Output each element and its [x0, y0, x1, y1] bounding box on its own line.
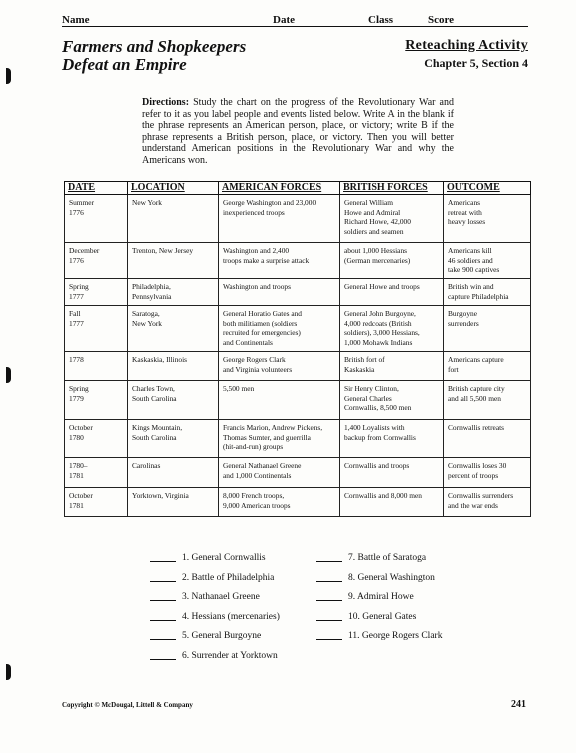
- table-cell: Washington and troops: [219, 279, 340, 306]
- answer-blank[interactable]: [316, 631, 342, 640]
- answer-blank[interactable]: [316, 592, 342, 601]
- title-line-1: Farmers and Shopkeepers: [62, 37, 247, 56]
- table-cell: Charles Town, South Carolina: [128, 381, 219, 420]
- answer-blank[interactable]: [150, 631, 176, 640]
- answer-label: 1. General Cornwallis: [182, 553, 266, 563]
- answer-item: [150, 553, 280, 573]
- table-cell: 5,500 men: [219, 381, 340, 420]
- table-cell: Kings Mountain, South Carolina: [128, 420, 219, 458]
- copyright: Copyright © McDougal, Littell & Company: [62, 701, 193, 709]
- answer-label: 6. Surrender at Yorktown: [182, 650, 278, 661]
- column-header: OUTCOME: [444, 182, 531, 195]
- table-cell: December 1776: [65, 243, 128, 279]
- table-cell: Cornwallis and 8,000 men: [340, 488, 444, 517]
- title-line-2: Defeat an Empire: [62, 55, 187, 74]
- answer-item: [316, 612, 442, 632]
- table-cell: Francis Marion, Andrew Pickens, Thomas Sumter, and guerrilla (hit-and-run) groups: [219, 420, 340, 458]
- table-cell: British fort of Kaskaskia: [340, 352, 444, 381]
- table-row: [65, 279, 531, 306]
- table-cell: Spring 1777: [65, 279, 128, 306]
- table-cell: Fall 1777: [65, 306, 128, 352]
- table-row: [65, 243, 531, 279]
- table-cell: Cornwallis retreats: [444, 420, 531, 458]
- table-cell: General John Burgoyne, 4,000 redcoats (British soldiers), 3,000 Hessians, 1,000 Mohawk Indians: [340, 306, 444, 352]
- table-cell: Americans kill 46 soldiers and take 900 captives: [444, 243, 531, 279]
- table-cell: General Nathanael Greene and 1,000 Continentals: [219, 458, 340, 488]
- answer-blank[interactable]: [150, 592, 176, 601]
- table-cell: Cornwallis loses 30 percent of troops: [444, 458, 531, 488]
- table-cell: 1778: [65, 352, 128, 381]
- answer-item: [150, 612, 280, 632]
- table-cell: Americans capture fort: [444, 352, 531, 381]
- table-cell: Yorktown, Virginia: [128, 488, 219, 517]
- answer-blank[interactable]: [150, 553, 176, 562]
- table-row: [65, 488, 531, 517]
- table-cell: Philadelphia, Pennsylvania: [128, 279, 219, 306]
- column-header: LOCATION: [128, 182, 219, 195]
- directions-text: Study the chart on the progress of the Revolutionary War and refer to it as you label people and events listed below. Write A in the blank if the phrase represents an American person, place, or victory; write B if the phrase represents a British person, place, or victory. Then you will better understand American positions in the Revolutionary War and why the Americans won.: [142, 97, 454, 166]
- answer-label: 3. Nathanael Greene: [182, 592, 260, 603]
- answer-item: [150, 651, 280, 671]
- class-label: Class: [368, 14, 394, 26]
- column-header: AMERICAN FORCES: [219, 182, 340, 195]
- table-cell: Kaskaskia, Illinois: [128, 352, 219, 381]
- column-header: DATE: [65, 182, 128, 195]
- table-row: [65, 306, 531, 352]
- page-number: 241: [511, 699, 526, 710]
- answer-blank[interactable]: [150, 573, 176, 582]
- answer-blank[interactable]: [150, 612, 176, 621]
- table-cell: British capture city and all 5,500 men: [444, 381, 531, 420]
- table-cell: General William Howe and Admiral Richard Howe, 42,000 soldiers and seamen: [340, 195, 444, 243]
- table-body: [65, 195, 531, 517]
- table-cell: Cornwallis and troops: [340, 458, 444, 488]
- score-label: Score: [428, 14, 455, 26]
- answer-item: [150, 573, 280, 593]
- answer-label: 7. Battle of Saratoga: [348, 553, 427, 563]
- table-cell: Spring 1779: [65, 381, 128, 420]
- revolutionary-war-chart: [64, 181, 531, 517]
- table-cell: George Rogers Clark and Virginia volunteers: [219, 352, 340, 381]
- table-cell: General Horatio Gates and both militiamen (soldiers recruited for emergencies) and Continentals: [219, 306, 340, 352]
- table-cell: October 1781: [65, 488, 128, 517]
- table-cell: Burgoyne surrenders: [444, 306, 531, 352]
- answers-right-column: [316, 553, 442, 651]
- binder-mark-bottom: [6, 664, 11, 680]
- table-cell: October 1780: [65, 420, 128, 458]
- table-row: [65, 420, 531, 458]
- answer-blank[interactable]: [150, 651, 176, 660]
- answer-label: 2. Battle of Philadelphia: [182, 572, 275, 583]
- activity-label: Reteaching Activity: [405, 38, 528, 53]
- answer-label: 10. General Gates: [348, 611, 417, 622]
- answer-item: [316, 592, 442, 612]
- table-cell: Washington and 2,400 troops make a surprise attack: [219, 243, 340, 279]
- table-row: [65, 195, 531, 243]
- answer-label: 11. George Rogers Clark: [348, 631, 443, 642]
- directions: [142, 97, 454, 166]
- answer-item: [150, 592, 280, 612]
- column-header: BRITISH FORCES: [340, 182, 444, 195]
- date-label: Date: [273, 14, 295, 26]
- header-rule: [62, 26, 528, 27]
- answer-label: 9. Admiral Howe: [348, 592, 414, 603]
- name-label: Name: [62, 14, 90, 26]
- answer-item: [316, 573, 442, 593]
- table-cell: Americans retreat with heavy losses: [444, 195, 531, 243]
- table-row: [65, 352, 531, 381]
- answer-label: 8. General Washington: [348, 572, 435, 583]
- binder-mark-middle: [6, 367, 11, 383]
- table-cell: 1,400 Loyalists with backup from Cornwallis: [340, 420, 444, 458]
- answer-blank[interactable]: [316, 553, 342, 562]
- table-cell: Cornwallis surrenders and the war ends: [444, 488, 531, 517]
- answer-item: [150, 631, 280, 651]
- table-cell: Sir Henry Clinton, General Charles Cornwallis, 8,500 men: [340, 381, 444, 420]
- answer-blank[interactable]: [316, 612, 342, 621]
- answer-label: 4. Hessians (mercenaries): [182, 611, 280, 622]
- directions-lead: Directions:: [142, 97, 190, 108]
- answers-left-column: [150, 553, 280, 671]
- table-row: [65, 381, 531, 420]
- table-cell: about 1,000 Hessians (German mercenaries): [340, 243, 444, 279]
- answer-label: 5. General Burgoyne: [182, 631, 262, 642]
- table-row: [65, 458, 531, 488]
- binder-mark-top: [6, 68, 11, 84]
- table-cell: Summer 1776: [65, 195, 128, 243]
- answer-item: [316, 631, 442, 651]
- chapter-label: Chapter 5, Section 4: [424, 56, 528, 70]
- answer-item: [316, 553, 442, 573]
- table-cell: Saratoga, New York: [128, 306, 219, 352]
- table-cell: General Howe and troops: [340, 279, 444, 306]
- table-cell: 8,000 French troops, 9,000 American troops: [219, 488, 340, 517]
- table-cell: 1780– 1781: [65, 458, 128, 488]
- table-cell: Trenton, New Jersey: [128, 243, 219, 279]
- table-cell: British win and capture Philadelphia: [444, 279, 531, 306]
- worksheet-title: [62, 38, 246, 74]
- table-cell: George Washington and 23,000 inexperienced troops: [219, 195, 340, 243]
- table-cell: Carolinas: [128, 458, 219, 488]
- table-cell: New York: [128, 195, 219, 243]
- answer-blank[interactable]: [316, 573, 342, 582]
- table-header-row: [65, 182, 531, 195]
